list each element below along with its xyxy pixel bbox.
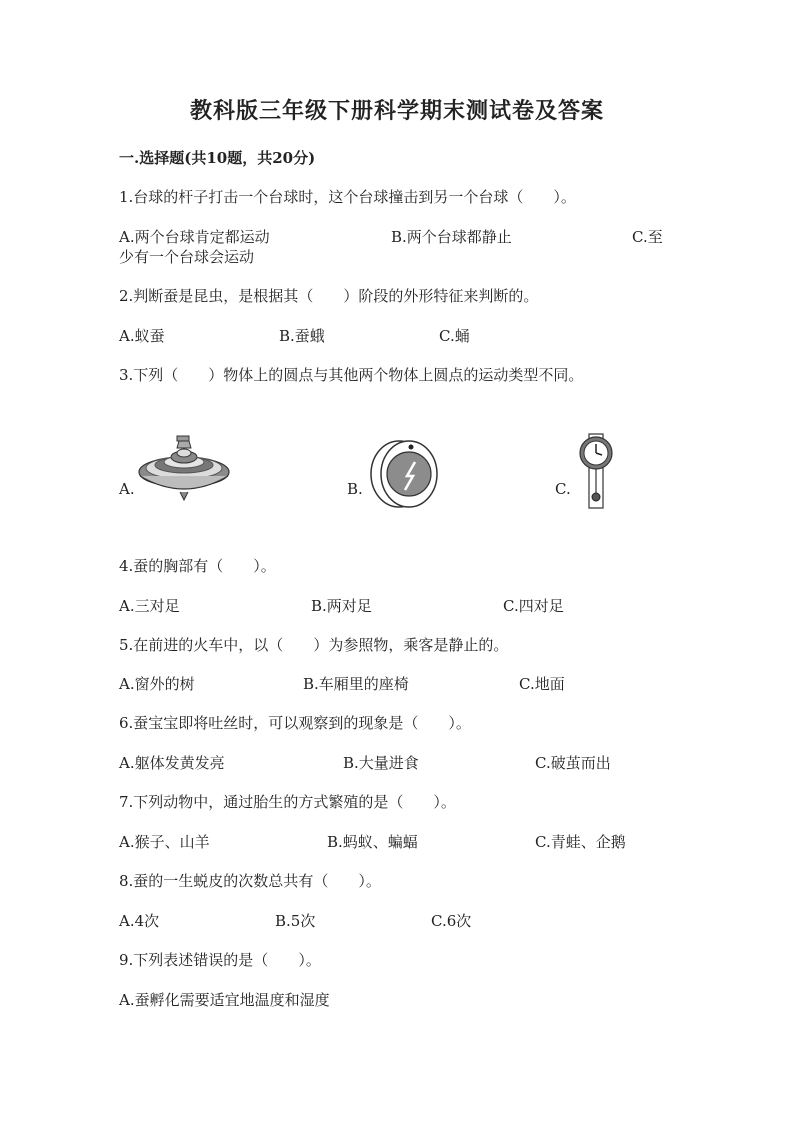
q4-option-b: B.两对足 — [311, 597, 372, 615]
q8-option-b: B.5次 — [275, 912, 316, 930]
q6-option-b: B.大量进食 — [343, 754, 419, 772]
page-title: 教科版三年级下册科学期末测试卷及答案 — [189, 98, 604, 124]
spinning-top-icon — [136, 432, 232, 504]
section-heading: 一.选择题(共10题，共20分) — [119, 149, 316, 167]
question-4: 4.蚕的胸部有（ ）。 — [119, 557, 276, 575]
q2-option-a: A.蚁蚕 — [119, 327, 165, 345]
q7-option-c: C.青蛙、企鹅 — [535, 833, 626, 851]
q3-option-c: C. — [555, 480, 571, 498]
q1-option-a: A.两个台球肯定都运动 — [119, 228, 270, 246]
q8-option-c: C.6次 — [431, 912, 472, 930]
q7-option-b: B.蚂蚁、蝙蝠 — [327, 833, 418, 851]
q3-option-a: A. — [119, 480, 135, 498]
question-3: 3.下列（ ）物体上的圆点与其他两个物体上圆点的运动类型不同。 — [119, 366, 584, 384]
question-5: 5.在前进的火车中，以（ ）为参照物，乘客是静止的。 — [119, 636, 509, 654]
q1-option-c-cont: 少有一个台球会运动 — [119, 248, 255, 266]
q6-option-c: C.破茧而出 — [535, 754, 611, 772]
q4-option-a: A.三对足 — [119, 597, 180, 615]
q1-option-c: C.至 — [632, 228, 663, 246]
q3-option-b: B. — [347, 480, 363, 498]
question-7: 7.下列动物中，通过胎生的方式繁殖的是（ ）。 — [119, 793, 456, 811]
q5-option-b: B.车厢里的座椅 — [303, 675, 409, 693]
yoyo-icon — [367, 438, 441, 510]
question-9: 9.下列表述错误的是（ ）。 — [119, 951, 321, 969]
q2-option-b: B.蚕蛾 — [279, 327, 325, 345]
question-2: 2.判断蚕是昆虫，是根据其（ ）阶段的外形特征来判断的。 — [119, 287, 539, 305]
question-1: 1.台球的杆子打击一个台球时，这个台球撞击到另一个台球（ ）。 — [119, 188, 576, 206]
question-8: 8.蚕的一生蜕皮的次数总共有（ ）。 — [119, 872, 381, 890]
q8-option-a: A.4次 — [119, 912, 160, 930]
q6-option-a: A.躯体发黄发亮 — [119, 754, 225, 772]
pendulum-clock-icon — [576, 432, 616, 510]
q7-option-a: A.猴子、山羊 — [119, 833, 210, 851]
q5-option-c: C.地面 — [519, 675, 565, 693]
q9-option-a: A.蚕孵化需要适宜地温度和湿度 — [119, 991, 330, 1009]
q5-option-a: A.窗外的树 — [119, 675, 195, 693]
q4-option-c: C.四对足 — [503, 597, 564, 615]
q2-option-c: C.蛹 — [439, 327, 470, 345]
q1-option-b: B.两个台球都静止 — [391, 228, 512, 246]
question-6: 6.蚕宝宝即将吐丝时，可以观察到的现象是（ ）。 — [119, 714, 471, 732]
